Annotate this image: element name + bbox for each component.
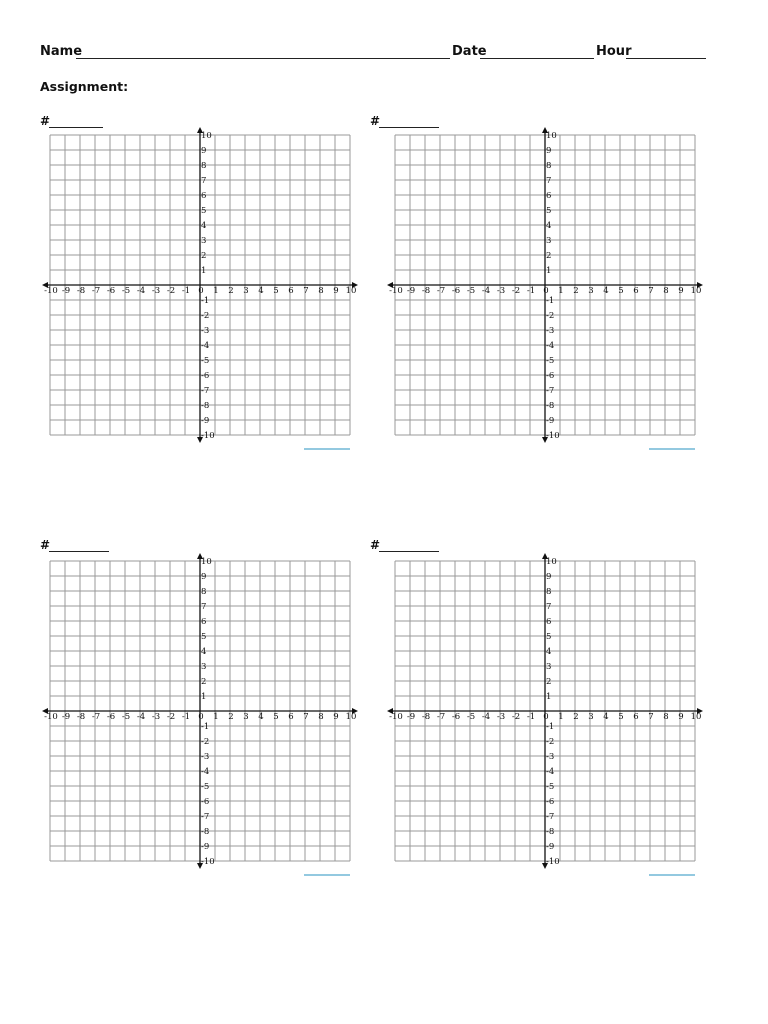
y-tick-label: -9 <box>546 416 555 426</box>
y-tick-label: 1 <box>546 692 552 702</box>
x-tick-label: -4 <box>481 712 491 722</box>
y-tick-label: -8 <box>546 827 555 837</box>
watermark-mark <box>649 874 695 876</box>
y-tick-label: 8 <box>201 161 207 171</box>
y-tick-label: 10 <box>201 557 212 567</box>
x-tick-label: 6 <box>288 286 294 296</box>
problem-label-2: # <box>370 114 381 128</box>
y-tick-label: -5 <box>201 356 210 366</box>
x-tick-label: 10 <box>345 712 357 722</box>
y-tick-label: 9 <box>546 146 552 156</box>
y-tick-label: -9 <box>201 842 210 852</box>
y-tick-label: -10 <box>546 431 560 441</box>
x-tick-label: -3 <box>151 286 161 296</box>
watermark-mark <box>649 448 695 450</box>
x-tick-label: -3 <box>496 712 506 722</box>
y-tick-label: -5 <box>546 356 555 366</box>
x-tick-label: -5 <box>121 286 131 296</box>
x-tick-label: 7 <box>303 286 309 296</box>
y-tick-label: 5 <box>201 206 207 216</box>
y-tick-label: 4 <box>201 647 207 657</box>
y-tick-label: 4 <box>201 221 207 231</box>
y-tick-label: 1 <box>201 266 207 276</box>
y-tick-label: -3 <box>546 752 555 762</box>
y-tick-label: -1 <box>201 296 210 306</box>
x-tick-label: 1 <box>558 286 564 296</box>
y-tick-label: -3 <box>201 752 210 762</box>
x-tick-label: 8 <box>318 712 324 722</box>
x-tick-label: 0 <box>543 286 549 296</box>
assignment-label: Assignment: <box>40 79 129 94</box>
x-tick-label: 1 <box>213 286 219 296</box>
x-tick-label: -8 <box>421 286 431 296</box>
y-tick-label: -1 <box>546 296 555 306</box>
x-tick-label: 8 <box>318 286 324 296</box>
x-tick-label: 5 <box>618 286 624 296</box>
x-tick-label: -6 <box>451 286 461 296</box>
x-tick-label: -7 <box>91 286 101 296</box>
x-tick-label: 4 <box>603 712 609 722</box>
y-tick-label: -1 <box>546 722 555 732</box>
y-tick-label: -8 <box>201 401 210 411</box>
y-tick-label: 4 <box>546 647 552 657</box>
x-tick-label: 3 <box>588 712 594 722</box>
y-tick-label: 10 <box>546 557 557 567</box>
y-tick-label: -1 <box>201 722 210 732</box>
problem-label-1: # <box>40 114 51 128</box>
y-tick-label: -8 <box>546 401 555 411</box>
x-tick-label: -3 <box>151 712 161 722</box>
problem-label-3: # <box>40 538 51 552</box>
x-tick-label: 7 <box>303 712 309 722</box>
x-tick-label: -1 <box>181 712 191 722</box>
x-tick-label: 6 <box>633 712 639 722</box>
y-tick-label: -2 <box>201 311 210 321</box>
y-tick-label: -10 <box>201 431 215 441</box>
x-tick-label: -10 <box>389 712 403 722</box>
x-tick-label: -5 <box>466 712 476 722</box>
x-tick-label: 3 <box>243 286 249 296</box>
y-tick-label: -6 <box>201 371 210 381</box>
x-tick-label: -8 <box>76 286 86 296</box>
x-tick-label: -7 <box>91 712 101 722</box>
y-tick-label: 8 <box>546 587 552 597</box>
x-tick-label: -2 <box>166 286 176 296</box>
x-tick-label: 6 <box>633 286 639 296</box>
y-tick-label: -7 <box>546 386 555 396</box>
x-tick-label: 5 <box>618 712 624 722</box>
x-tick-label: 10 <box>690 286 702 296</box>
y-tick-label: 7 <box>201 176 207 186</box>
y-tick-label: -9 <box>201 416 210 426</box>
x-tick-label: 4 <box>603 286 609 296</box>
y-tick-label: 9 <box>546 572 552 582</box>
x-tick-label: 7 <box>648 712 654 722</box>
x-tick-label: -4 <box>136 712 146 722</box>
y-tick-label: 8 <box>546 161 552 171</box>
x-tick-label: -8 <box>76 712 86 722</box>
x-tick-label: -5 <box>466 286 476 296</box>
y-tick-label: -6 <box>546 797 555 807</box>
x-tick-label: 2 <box>228 286 234 296</box>
y-tick-label: 7 <box>546 176 552 186</box>
x-tick-label: 10 <box>345 286 357 296</box>
y-tick-label: -4 <box>546 341 555 351</box>
x-tick-label: -6 <box>451 712 461 722</box>
problem-label-4: # <box>370 538 381 552</box>
y-tick-label: 3 <box>546 662 552 672</box>
y-tick-label: 3 <box>201 662 207 672</box>
x-tick-label: 5 <box>273 712 279 722</box>
y-tick-label: -4 <box>201 767 210 777</box>
y-tick-label: 5 <box>201 632 207 642</box>
y-tick-label: 7 <box>201 602 207 612</box>
y-tick-label: -2 <box>546 737 555 747</box>
y-tick-label: -10 <box>201 857 215 867</box>
y-tick-label: 6 <box>546 617 552 627</box>
x-tick-label: 9 <box>333 286 339 296</box>
y-tick-label: 9 <box>201 572 207 582</box>
x-tick-label: 8 <box>663 286 669 296</box>
y-tick-label: 6 <box>201 617 207 627</box>
hour-label: Hour <box>596 44 632 59</box>
x-tick-label: -10 <box>44 286 58 296</box>
x-tick-label: 7 <box>648 286 654 296</box>
y-tick-label: -5 <box>546 782 555 792</box>
x-tick-label: -2 <box>166 712 176 722</box>
y-tick-label: 3 <box>201 236 207 246</box>
y-tick-label: 8 <box>201 587 207 597</box>
x-tick-label: 9 <box>678 286 684 296</box>
x-tick-label: -9 <box>61 286 71 296</box>
x-tick-label: -4 <box>136 286 146 296</box>
x-tick-label: -1 <box>181 286 191 296</box>
x-tick-label: -9 <box>406 712 416 722</box>
watermark-mark <box>304 448 350 450</box>
x-tick-label: -1 <box>526 286 536 296</box>
y-tick-label: 4 <box>546 221 552 231</box>
x-tick-label: -6 <box>106 286 116 296</box>
y-tick-label: -4 <box>201 341 210 351</box>
y-tick-label: 2 <box>201 677 207 687</box>
y-tick-label: 2 <box>546 677 552 687</box>
y-tick-label: 1 <box>201 692 207 702</box>
y-tick-label: 7 <box>546 602 552 612</box>
x-tick-label: 3 <box>243 712 249 722</box>
y-tick-label: -7 <box>201 386 210 396</box>
x-tick-label: -2 <box>511 286 521 296</box>
x-tick-label: -9 <box>406 286 416 296</box>
x-tick-label: 5 <box>273 286 279 296</box>
y-tick-label: 1 <box>546 266 552 276</box>
y-tick-label: 6 <box>201 191 207 201</box>
y-tick-label: -2 <box>546 311 555 321</box>
x-tick-label: -3 <box>496 286 506 296</box>
x-tick-label: 0 <box>198 286 204 296</box>
x-tick-label: -6 <box>106 712 116 722</box>
x-tick-label: 3 <box>588 286 594 296</box>
coordinate-grid-4 <box>387 553 703 876</box>
y-tick-label: -10 <box>546 857 560 867</box>
y-tick-label: 3 <box>546 236 552 246</box>
x-tick-label: 9 <box>678 712 684 722</box>
y-tick-label: 2 <box>546 251 552 261</box>
name-label: Name <box>40 44 83 59</box>
y-tick-label: -7 <box>546 812 555 822</box>
x-tick-label: -8 <box>421 712 431 722</box>
y-tick-label: 2 <box>201 251 207 261</box>
y-tick-label: -2 <box>201 737 210 747</box>
y-tick-label: -7 <box>201 812 210 822</box>
x-tick-label: 9 <box>333 712 339 722</box>
y-tick-label: -6 <box>201 797 210 807</box>
x-tick-label: 2 <box>228 712 234 722</box>
coordinate-grid-3 <box>42 553 358 876</box>
x-tick-label: 4 <box>258 712 264 722</box>
y-tick-label: 9 <box>201 146 207 156</box>
x-tick-label: -7 <box>436 286 446 296</box>
x-tick-label: 1 <box>213 712 219 722</box>
x-tick-label: -10 <box>389 286 403 296</box>
y-tick-label: -3 <box>546 326 555 336</box>
y-tick-label: -9 <box>546 842 555 852</box>
x-tick-label: 2 <box>573 286 579 296</box>
x-tick-label: 6 <box>288 712 294 722</box>
y-tick-label: 10 <box>546 131 557 141</box>
y-tick-label: -8 <box>201 827 210 837</box>
x-tick-label: 8 <box>663 712 669 722</box>
x-tick-label: 10 <box>690 712 702 722</box>
watermark-mark <box>304 874 350 876</box>
x-tick-label: -5 <box>121 712 131 722</box>
coordinate-grid-1 <box>42 127 358 450</box>
date-label: Date <box>452 44 487 59</box>
x-tick-label: -4 <box>481 286 491 296</box>
x-tick-label: -10 <box>44 712 58 722</box>
y-tick-label: 5 <box>546 632 552 642</box>
y-tick-label: 5 <box>546 206 552 216</box>
y-tick-label: 10 <box>201 131 212 141</box>
y-tick-label: -4 <box>546 767 555 777</box>
y-tick-label: -6 <box>546 371 555 381</box>
x-tick-label: 0 <box>198 712 204 722</box>
x-tick-label: -9 <box>61 712 71 722</box>
x-tick-label: -2 <box>511 712 521 722</box>
x-tick-label: -1 <box>526 712 536 722</box>
x-tick-label: 1 <box>558 712 564 722</box>
x-tick-label: -7 <box>436 712 446 722</box>
x-tick-label: 0 <box>543 712 549 722</box>
y-tick-label: -3 <box>201 326 210 336</box>
x-tick-label: 2 <box>573 712 579 722</box>
y-tick-label: -5 <box>201 782 210 792</box>
y-tick-label: 6 <box>546 191 552 201</box>
x-tick-label: 4 <box>258 286 264 296</box>
coordinate-grid-2 <box>387 127 703 450</box>
